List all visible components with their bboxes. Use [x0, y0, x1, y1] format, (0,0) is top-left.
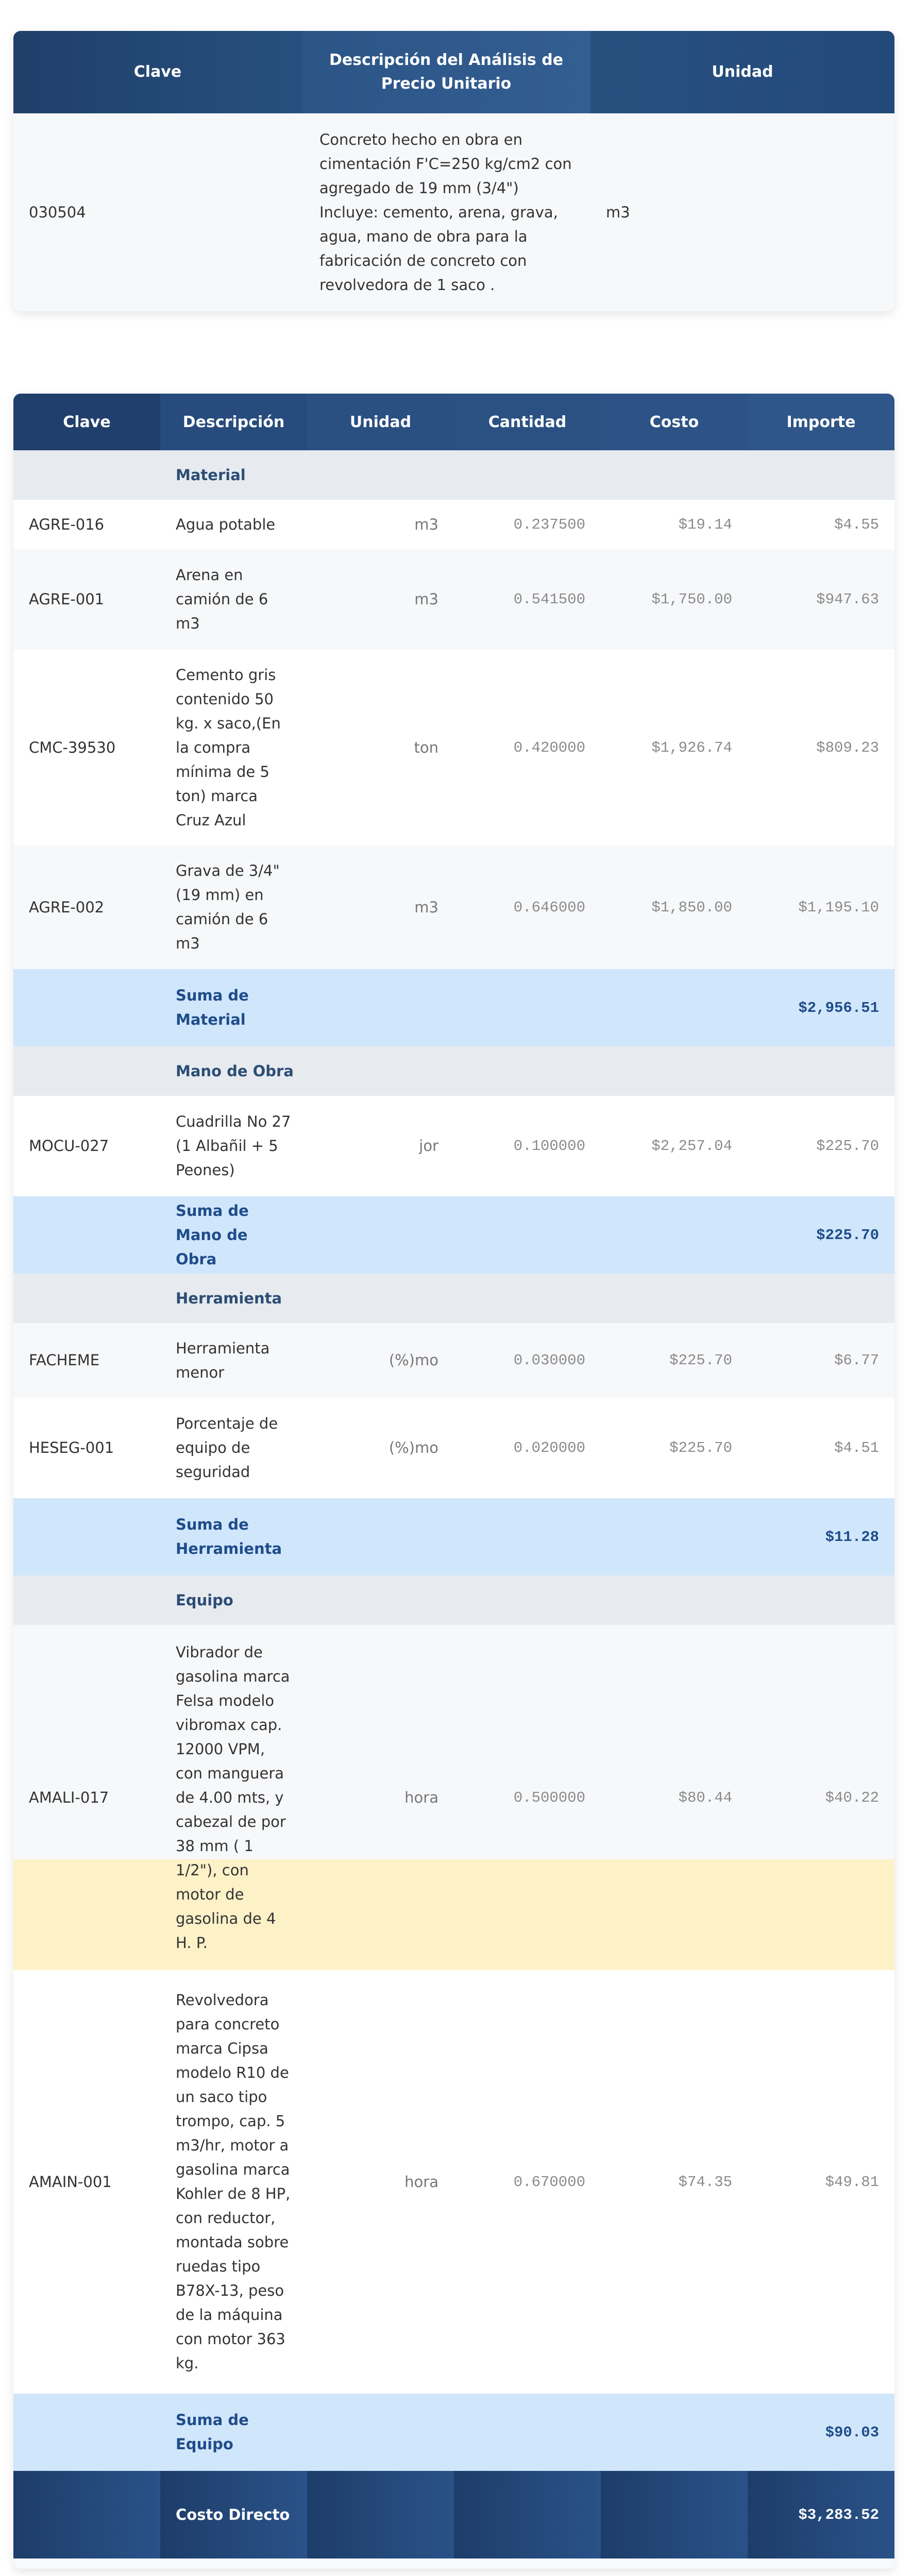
row-descripcion: Cemento gris contenido 50 kg. x saco,(En la compra mínima de 5 ton) marca Cruz Azul — [160, 650, 307, 845]
section-header-herramienta — [13, 1274, 894, 1323]
apu-unidad: m3 — [590, 113, 894, 311]
items-card — [13, 394, 894, 2569]
row-costo: $19.14 — [601, 500, 748, 549]
row-descripcion: Porcentaje de equipo de seguridad — [160, 1398, 307, 1498]
sum-row-herramienta — [13, 1498, 894, 1575]
apu-col-clave: Clave — [13, 31, 302, 113]
apu-header-table — [13, 31, 894, 311]
row-costo: $2,257.04 — [601, 1096, 748, 1196]
row-costo: $1,926.74 — [601, 650, 748, 845]
col-cantidad: Cantidad — [454, 394, 601, 450]
section-header-material — [13, 450, 894, 500]
row-importe: $4.51 — [748, 1398, 894, 1498]
row-cantidad: 0.500000 — [454, 1625, 601, 1970]
apu-clave: 030504 — [13, 113, 302, 311]
row-unidad: hora — [307, 1625, 454, 1970]
row-unidad: (%)mo — [307, 1398, 454, 1498]
col-descripcion: Descripción — [160, 394, 307, 450]
row-cantidad: 0.237500 — [454, 500, 601, 549]
col-costo: Costo — [601, 394, 748, 450]
col-clave: Clave — [13, 394, 160, 450]
row-unidad: m3 — [307, 845, 454, 969]
row-importe: $225.70 — [748, 1096, 894, 1196]
total-row — [13, 2471, 894, 2558]
table-row — [13, 549, 894, 650]
row-unidad: jor — [307, 1096, 454, 1196]
row-descripcion: Revolvedora para concreto marca Cipsa modelo R10 de un saco tipo trompo, cap. 5 m3/hr, motor a gasolina marca Kohler de 8 HP, con reductor, montada sobre ruedas tipo B78X-13, peso de la máquina con motor 363 kg. — [160, 1970, 307, 2394]
row-importe: $40.22 — [748, 1625, 894, 1970]
col-importe: Importe — [748, 394, 894, 450]
row-importe: $6.77 — [748, 1323, 894, 1398]
row-clave: AGRE-002 — [13, 845, 160, 969]
apu-col-unidad: Unidad — [590, 31, 894, 113]
apu-header-card — [13, 31, 894, 311]
row-importe: $809.23 — [748, 650, 894, 845]
row-importe: $49.81 — [748, 1970, 894, 2394]
row-descripcion: Grava de 3/4" (19 mm) en camión de 6 m3 — [160, 845, 307, 969]
sum-label: Suma de Mano de Obra — [160, 1196, 307, 1274]
apu-col-descripcion: Descripción del Análisis de Precio Unitario — [302, 31, 590, 113]
section-title: Equipo — [176, 1591, 233, 1609]
row-cantidad: 0.420000 — [454, 650, 601, 845]
section-title: Mano de Obra — [176, 1062, 294, 1080]
row-clave: AMAIN-001 — [13, 1970, 160, 2394]
sum-value: $225.70 — [748, 1196, 894, 1274]
col-unidad: Unidad — [307, 394, 454, 450]
table-row — [13, 845, 894, 969]
row-descripcion: Vibrador de gasolina marca Felsa modelo vibromax cap. 12000 VPM, con manguera de 4.00 mts, y cabezal de por 38 mm ( 1 1/2"), con motor de gasolina de 4 H. P. — [160, 1625, 307, 1970]
row-clave: HESEG-001 — [13, 1398, 160, 1498]
row-importe: $1,195.10 — [748, 845, 894, 969]
row-descripcion: Herramienta menor — [160, 1323, 307, 1398]
sum-value: $2,956.51 — [748, 969, 894, 1046]
row-unidad: ton — [307, 650, 454, 845]
row-descripcion: Cuadrilla No 27 (1 Albañil + 5 Peones) — [160, 1096, 307, 1196]
row-cantidad: 0.020000 — [454, 1398, 601, 1498]
total-label: Costo Directo — [160, 2471, 307, 2558]
row-costo: $1,850.00 — [601, 845, 748, 969]
row-costo: $225.70 — [601, 1398, 748, 1498]
row-clave: AMALI-017 — [13, 1625, 160, 1970]
sum-row-material — [13, 969, 894, 1046]
table-row — [13, 1970, 894, 2394]
table-row — [13, 1096, 894, 1196]
row-clave: MOCU-027 — [13, 1096, 160, 1196]
sum-label: Suma de Equipo — [160, 2394, 307, 2471]
sum-value: $90.03 — [748, 2394, 894, 2471]
sum-label: Suma de Material — [160, 969, 307, 1046]
section-header-mano-de-obra — [13, 1046, 894, 1096]
row-cantidad: 0.541500 — [454, 549, 601, 650]
row-costo: $1,750.00 — [601, 549, 748, 650]
sum-row-mano-de-obra — [13, 1196, 894, 1274]
row-cantidad: 0.100000 — [454, 1096, 601, 1196]
row-clave: AGRE-016 — [13, 500, 160, 549]
section-title: Material — [176, 466, 246, 484]
row-cantidad: 0.646000 — [454, 845, 601, 969]
row-unidad: m3 — [307, 500, 454, 549]
row-costo: $80.44 — [601, 1625, 748, 1970]
row-clave: FACHEME — [13, 1323, 160, 1398]
items-header-row — [13, 394, 894, 450]
row-costo: $225.70 — [601, 1323, 748, 1398]
row-unidad: hora — [307, 1970, 454, 2394]
items-table — [13, 394, 894, 2558]
row-cantidad: 0.670000 — [454, 1970, 601, 2394]
row-descripcion: Agua potable — [160, 500, 307, 549]
row-importe: $947.63 — [748, 549, 894, 650]
sum-label: Suma de Herramienta — [160, 1498, 307, 1575]
row-unidad: (%)mo — [307, 1323, 454, 1398]
section-header-equipo — [13, 1575, 894, 1625]
row-clave: CMC-39530 — [13, 650, 160, 845]
apu-header-row — [13, 31, 894, 113]
apu-description: Concreto hecho en obra en cimentación F'C=250 kg/cm2 con agregado de 19 mm (3/4") Incluye: cemento, arena, grava, agua, mano de obra para la fabricación de concreto con revolvedora de 1 saco . — [302, 113, 590, 311]
total-value: $3,283.52 — [748, 2471, 894, 2558]
row-clave: AGRE-001 — [13, 549, 160, 650]
sum-value: $11.28 — [748, 1498, 894, 1575]
apu-row — [13, 113, 894, 311]
table-row — [13, 1625, 894, 1970]
table-row — [13, 1323, 894, 1398]
sum-row-equipo — [13, 2394, 894, 2471]
row-unidad: m3 — [307, 549, 454, 650]
row-cantidad: 0.030000 — [454, 1323, 601, 1398]
table-row — [13, 650, 894, 845]
row-costo: $74.35 — [601, 1970, 748, 2394]
table-row — [13, 500, 894, 549]
section-title: Herramienta — [176, 1289, 282, 1307]
table-row — [13, 1398, 894, 1498]
row-importe: $4.55 — [748, 500, 894, 549]
row-descripcion: Arena en camión de 6 m3 — [160, 549, 307, 650]
